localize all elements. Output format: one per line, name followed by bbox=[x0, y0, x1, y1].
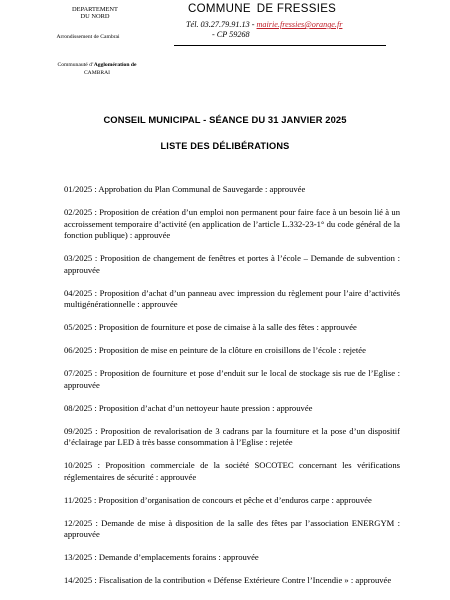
deliberation-number: 11/2025 bbox=[64, 494, 92, 505]
deliberation-text: : Approbation du Plan Communal de Sauvegarde : approuvée bbox=[92, 184, 306, 194]
deliberation-number: 03/2025 bbox=[64, 253, 93, 263]
deliberation-text: : Proposition de création d’un emploi non permanent pour faire face à un besoin lié à un accroissement temporaire d’activité (en application de l’article L.332-23-1° du code général de la fonction publique) : approuvée bbox=[64, 207, 400, 240]
communaute-prefix: Communauté d’ bbox=[57, 62, 94, 68]
deliberation-item bbox=[64, 322, 400, 334]
deliberation-item bbox=[64, 368, 400, 391]
deliberation-item bbox=[64, 184, 400, 196]
deliberation-number: 14/2025 bbox=[64, 575, 93, 585]
deliberation-text: : Proposition de fourniture et pose d’enduit sur le local de stockage sis rue de l’Eglise : approuvée bbox=[64, 368, 400, 390]
phone-number: Tél. 03.27.79.91.13 bbox=[186, 20, 250, 29]
deliberation-number: 01/2025 bbox=[64, 184, 93, 194]
deliberation-number: 06/2025 bbox=[64, 345, 93, 355]
communaute-line2: CAMBRAI bbox=[83, 69, 111, 76]
seance-title: CONSEIL MUNICIPAL - SÉANCE DU 31 JANVIER 2025 bbox=[103, 114, 347, 125]
commune-label: COMMUNE bbox=[188, 3, 251, 15]
department-block bbox=[40, 6, 150, 20]
communaute-bold: Agglomération de bbox=[93, 62, 137, 68]
deliberation-number: 08/2025 bbox=[64, 402, 93, 413]
deliberation-number: 05/2025 bbox=[64, 322, 93, 332]
deliberation-text: : Fiscalisation de la contribution « Défense Extérieure Contre l’Incendie » : approuvée bbox=[92, 575, 392, 585]
deliberation-item bbox=[64, 253, 400, 276]
deliberations-list bbox=[64, 184, 400, 598]
deliberation-text: : Proposition de changement de fenêtres et portes à l’école – Demande de subvention : approuvée bbox=[64, 253, 400, 275]
deliberation-text: : Demande de mise à disposition de la salle des fêtes par l’association ENERGYM : approuvée bbox=[64, 517, 400, 539]
list-title: LISTE DES DÉLIBÉRATIONS bbox=[160, 141, 290, 151]
deliberation-text: : Demande d’emplacements forains : approuvée bbox=[92, 552, 259, 562]
deliberation-text: : Proposition commerciale de la société SOCOTEC concernant les vérifications réglementaires de sécurité : approuvée bbox=[64, 460, 400, 482]
contact-separator: - bbox=[251, 20, 255, 29]
commune-name: DE FRESSIES bbox=[256, 3, 337, 15]
deliberation-item bbox=[64, 552, 400, 564]
deliberation-text: : Proposition d’achat d’un panneau avec impression du règlement pour l’aire d’activités multigénérationnelle : approuvée bbox=[64, 287, 400, 309]
deliberation-item bbox=[64, 518, 400, 541]
deliberation-item bbox=[64, 460, 400, 483]
contact-line bbox=[186, 20, 401, 29]
commune-title bbox=[188, 3, 388, 15]
deliberation-number: 13/2025 bbox=[64, 552, 93, 562]
postcode-line: - CP 59268 bbox=[212, 30, 250, 39]
communaute-line1 bbox=[38, 62, 156, 70]
deliberation-number: 02/2025 bbox=[64, 207, 93, 217]
deliberation-text: : Proposition de fourniture et pose de cimaise à la salle des fêtes : approuvée bbox=[92, 322, 357, 332]
arrondissement-label: Arrondissement de Cambrai bbox=[56, 34, 120, 40]
deliberation-text: : Proposition de mise en peinture de la clôture en croisillons de l’école : rejetée bbox=[92, 345, 366, 355]
department-line1: DEPARTEMENT bbox=[72, 6, 118, 13]
header-divider bbox=[174, 45, 386, 46]
deliberation-item bbox=[64, 426, 400, 449]
deliberation-text: : Proposition d’achat d’un nettoyeur haute pression : approuvée bbox=[92, 402, 313, 413]
deliberation-number: 04/2025 bbox=[64, 287, 93, 298]
deliberation-number: 10/2025 bbox=[64, 460, 93, 470]
deliberation-number: 12/2025 bbox=[64, 517, 93, 528]
deliberation-text: : Proposition d’organisation de concours et pêche et d’enduros carpe : approuvée bbox=[91, 494, 372, 505]
deliberation-item bbox=[64, 495, 400, 507]
deliberation-item bbox=[64, 575, 400, 587]
deliberation-text: : Proposition de revalorisation de 3 cadrans par la fourniture et la pose d’un dispositif d’éclairage par LED à très basse consommation à l’Eglise : rejetée bbox=[64, 425, 400, 447]
department-line2: DU NORD bbox=[80, 13, 110, 20]
deliberation-number: 07/2025 bbox=[64, 368, 93, 378]
deliberation-number: 09/2025 bbox=[64, 425, 93, 436]
email-link[interactable]: mairie.fressies@orange.fr bbox=[256, 20, 343, 29]
communaute-block bbox=[38, 62, 156, 77]
deliberation-item bbox=[64, 288, 400, 311]
deliberation-item bbox=[64, 345, 400, 357]
deliberation-item bbox=[64, 403, 400, 415]
deliberation-item bbox=[64, 207, 400, 242]
